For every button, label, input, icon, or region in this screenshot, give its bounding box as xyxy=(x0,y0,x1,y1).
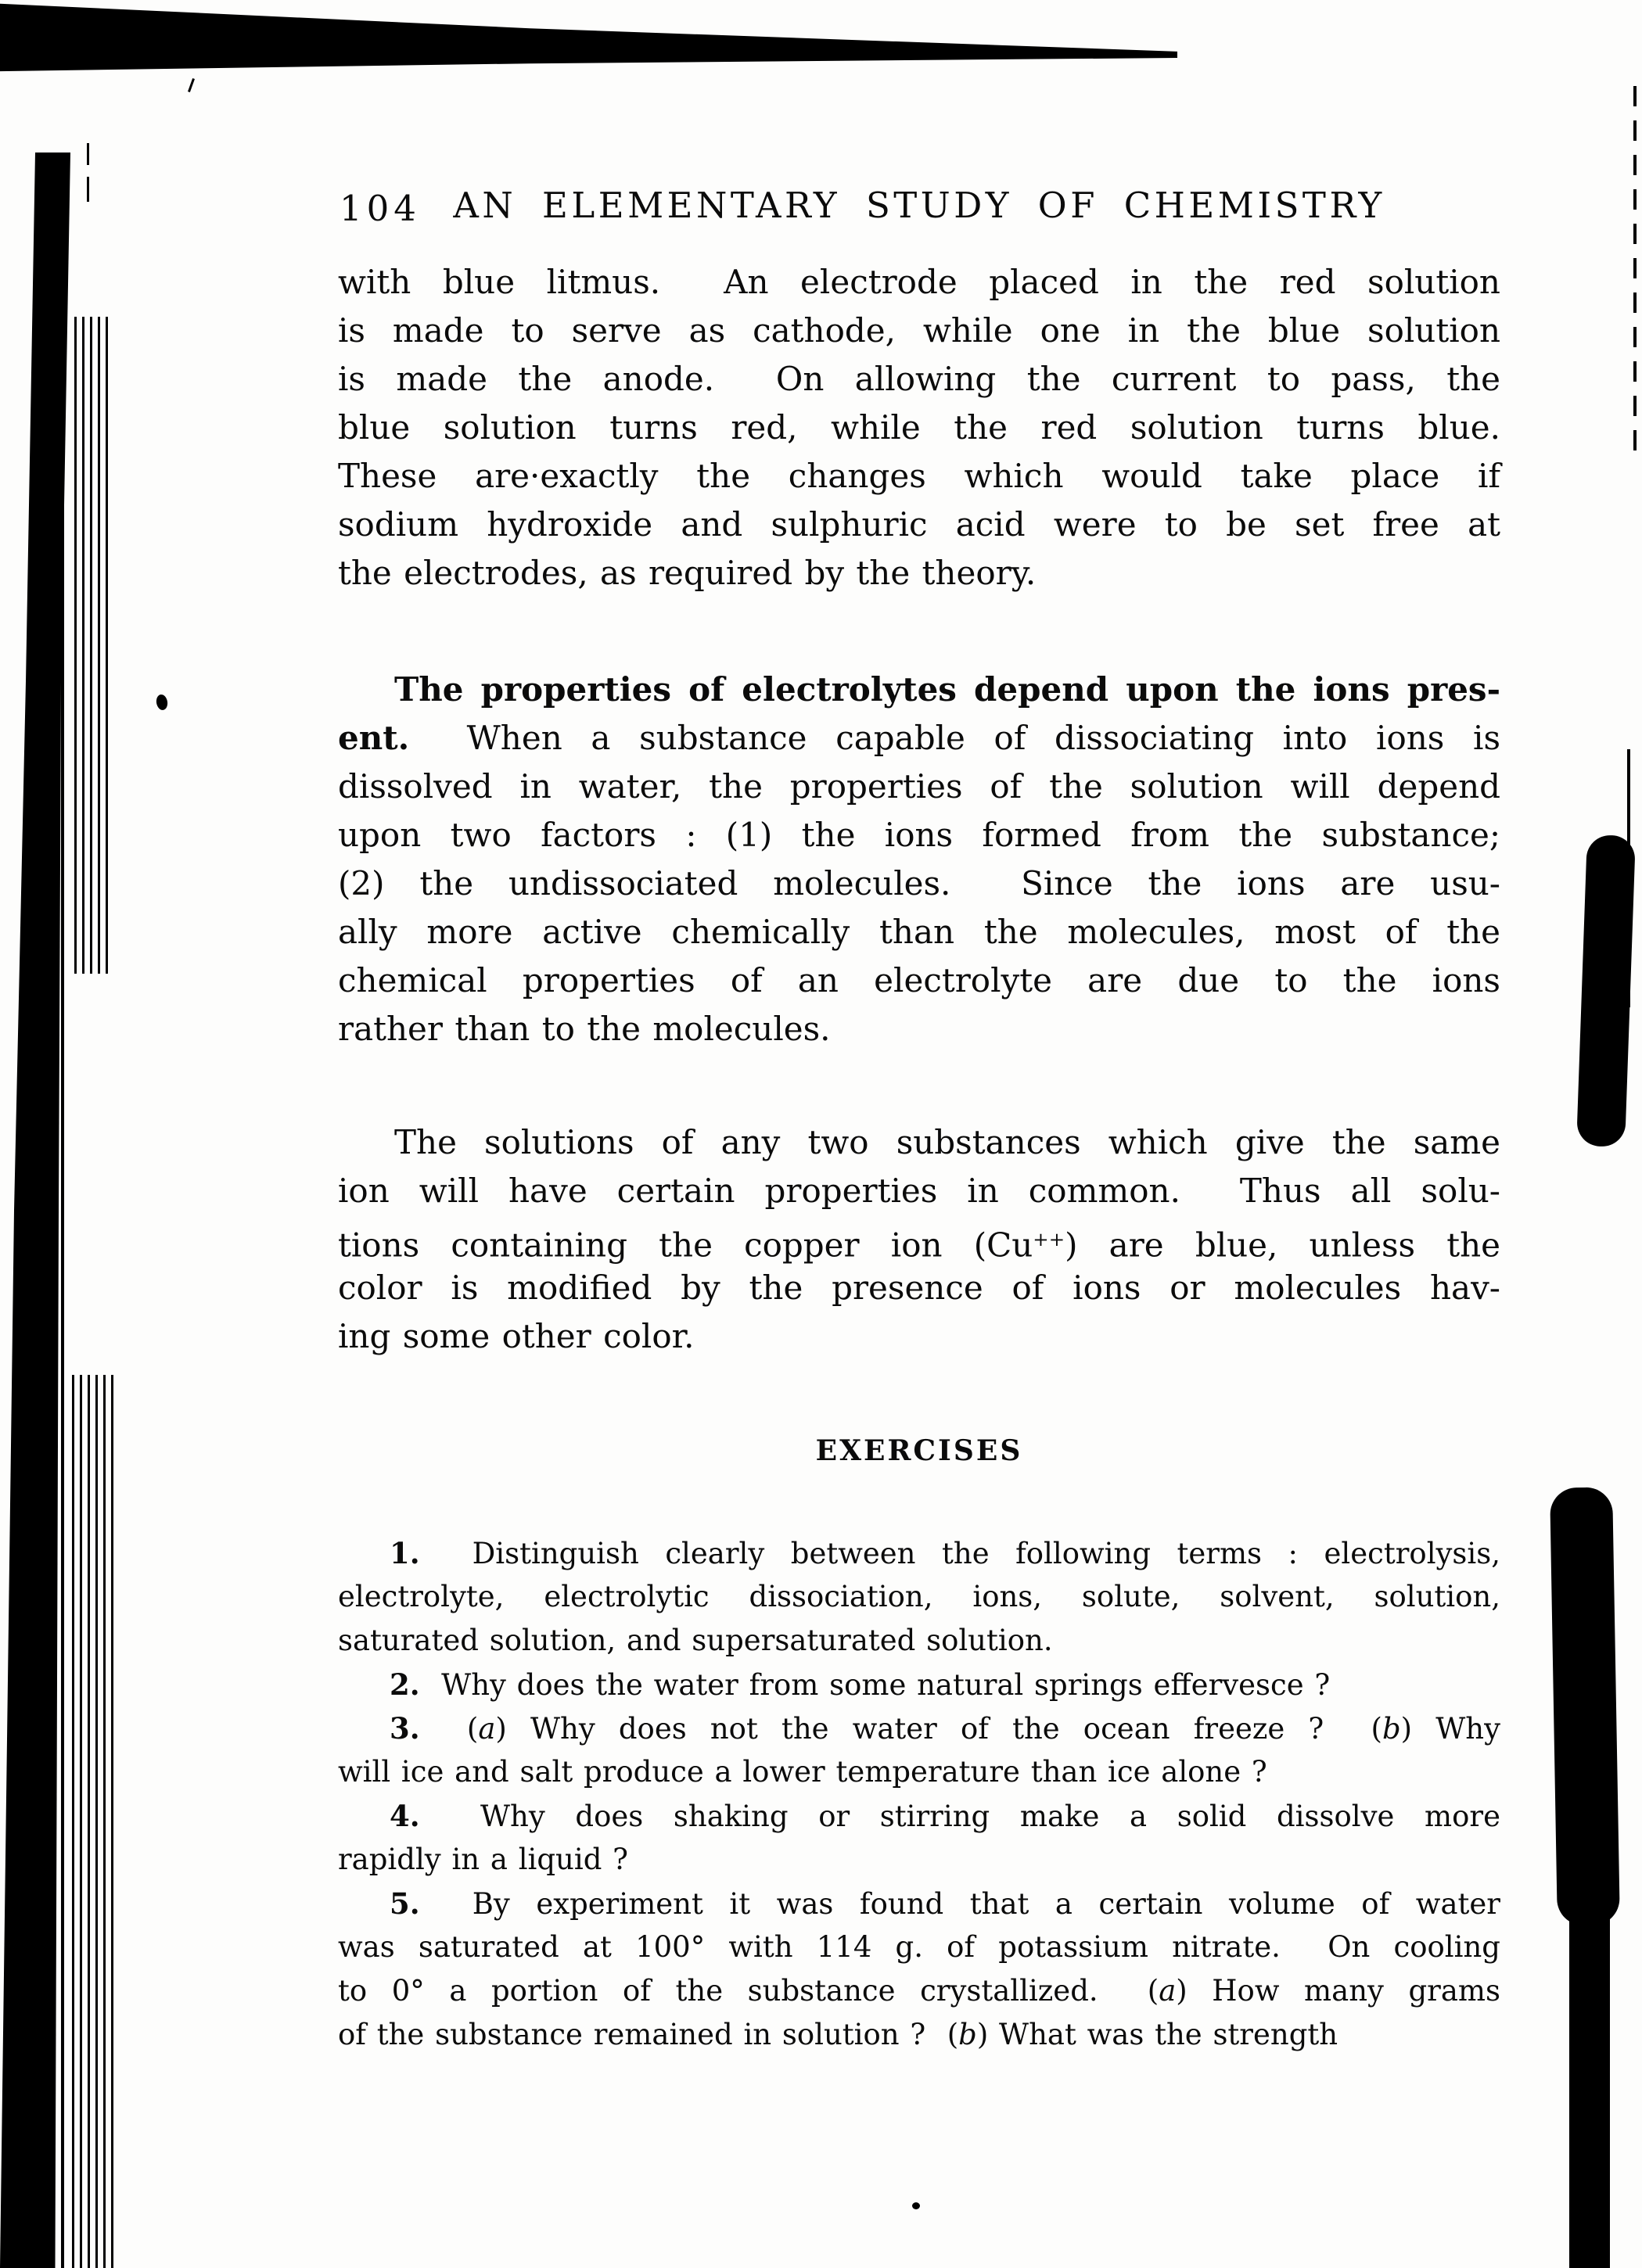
text-line: was saturated at 100° with 114 g. of potassium nitrate. On cooling xyxy=(338,1930,1500,1964)
text-line: ing some other color. xyxy=(338,1317,695,1355)
exercise-item-2 xyxy=(338,1663,1500,1706)
exercises-list xyxy=(338,1531,1500,2057)
text-line: 3. (a) Why does not the water of the ocean freeze ? (b) Why xyxy=(390,1711,1500,1746)
scan-artifact-left-streaks-upper xyxy=(74,317,113,974)
text-line: (2) the undissociated molecules. Since the ions are usu- xyxy=(338,864,1500,903)
scan-artifact-tick-mark xyxy=(188,78,195,92)
text-line: 1. Distinguish clearly between the following terms : electrolysis, xyxy=(390,1536,1500,1570)
text-line: ion will have certain properties in common. Thus all solu- xyxy=(338,1172,1500,1210)
scan-artifact-right-line xyxy=(1627,749,1630,1007)
exercise-item-4 xyxy=(338,1794,1500,1882)
paragraph-solutions-common-ion xyxy=(338,1118,1500,1361)
page-header xyxy=(338,185,1500,231)
paragraph-properties-of-electrolytes xyxy=(338,666,1500,1053)
text-line: saturated solution, and supersaturated solution. xyxy=(338,1624,1053,1657)
text-line: chemical properties of an electrolyte are due to the ions xyxy=(338,961,1500,999)
text-line: with blue litmus. An electrode placed in the red solution xyxy=(338,263,1500,301)
exercises-heading: EXERCISES xyxy=(815,1434,1023,1467)
text-line: upon two factors : (1) the ions formed from the substance; xyxy=(338,816,1500,854)
paragraph-electrolysis-experiment xyxy=(338,258,1500,598)
text-line: of the substance remained in solution ? (b) What was the strength xyxy=(338,2018,1338,2051)
text-line: is made the anode. On allowing the current to pass, the xyxy=(338,360,1500,398)
scan-artifact-topleft-dash-1 xyxy=(87,143,89,165)
page-content xyxy=(338,0,1500,2268)
text-line: to 0° a portion of the substance crystallized. (a) How many grams xyxy=(338,1974,1501,2008)
text-line: ally more active chemically than the molecules, most of the xyxy=(338,913,1500,951)
text-line: will ice and salt produce a lower temperature than ice alone ? xyxy=(338,1755,1267,1789)
scan-artifact-right-band-lower xyxy=(1569,1799,1610,2268)
text-line: electrolyte, electrolytic dissociation, ions, solute, solvent, solution, xyxy=(338,1580,1500,1613)
text-line: blue solution turns red, while the red solution turns blue. xyxy=(338,408,1500,447)
text-line: 2. Why does the water from some natural springs effervesce ? xyxy=(390,1667,1331,1702)
text-line: tions containing the copper ion (Cu++) are blue, unless the xyxy=(338,1226,1500,1265)
scan-artifact-right-edge-dashes xyxy=(1633,83,1637,450)
exercise-item-5 xyxy=(338,1882,1500,2057)
exercise-item-1 xyxy=(338,1531,1500,1663)
text-line: rather than to the molecules. xyxy=(338,1010,831,1048)
scan-artifact-left-line xyxy=(61,164,64,2268)
text-line: is made to serve as cathode, while one in the blue solution xyxy=(338,311,1500,350)
scan-artifact-topleft-dash-2 xyxy=(87,177,89,202)
exercise-item-3 xyxy=(338,1706,1500,1794)
text-line: 5. By experiment it was found that a certain volume of water xyxy=(390,1886,1500,1921)
text-line: These are·exactly the changes which would take place if xyxy=(338,457,1500,495)
text-line: The solutions of any two substances which give the same xyxy=(394,1123,1500,1161)
scan-artifact-left-streaks-lower xyxy=(72,1375,116,2268)
text-line: 4. Why does shaking or stirring make a solid dissolve more xyxy=(390,1799,1500,1833)
page-number: 104 xyxy=(340,188,421,229)
text-line: ent. When a substance capable of dissociating into ions is xyxy=(338,719,1500,757)
text-line: color is modified by the presence of ions or molecules hav- xyxy=(338,1269,1500,1307)
text-line: sodium hydroxide and sulphuric acid were to be set free at xyxy=(338,505,1500,544)
text-line: rapidly in a liquid ? xyxy=(338,1843,628,1876)
text-line: The properties of electrolytes depend upon the ions pres- xyxy=(394,670,1500,709)
text-line: dissolved in water, the properties of the solution will depend xyxy=(338,767,1500,806)
running-title: AN ELEMENTARY STUDY OF CHEMISTRY xyxy=(453,185,1385,226)
scan-artifact-margin-dot xyxy=(155,694,168,711)
text-line: the electrodes, as required by the theory. xyxy=(338,554,1037,592)
